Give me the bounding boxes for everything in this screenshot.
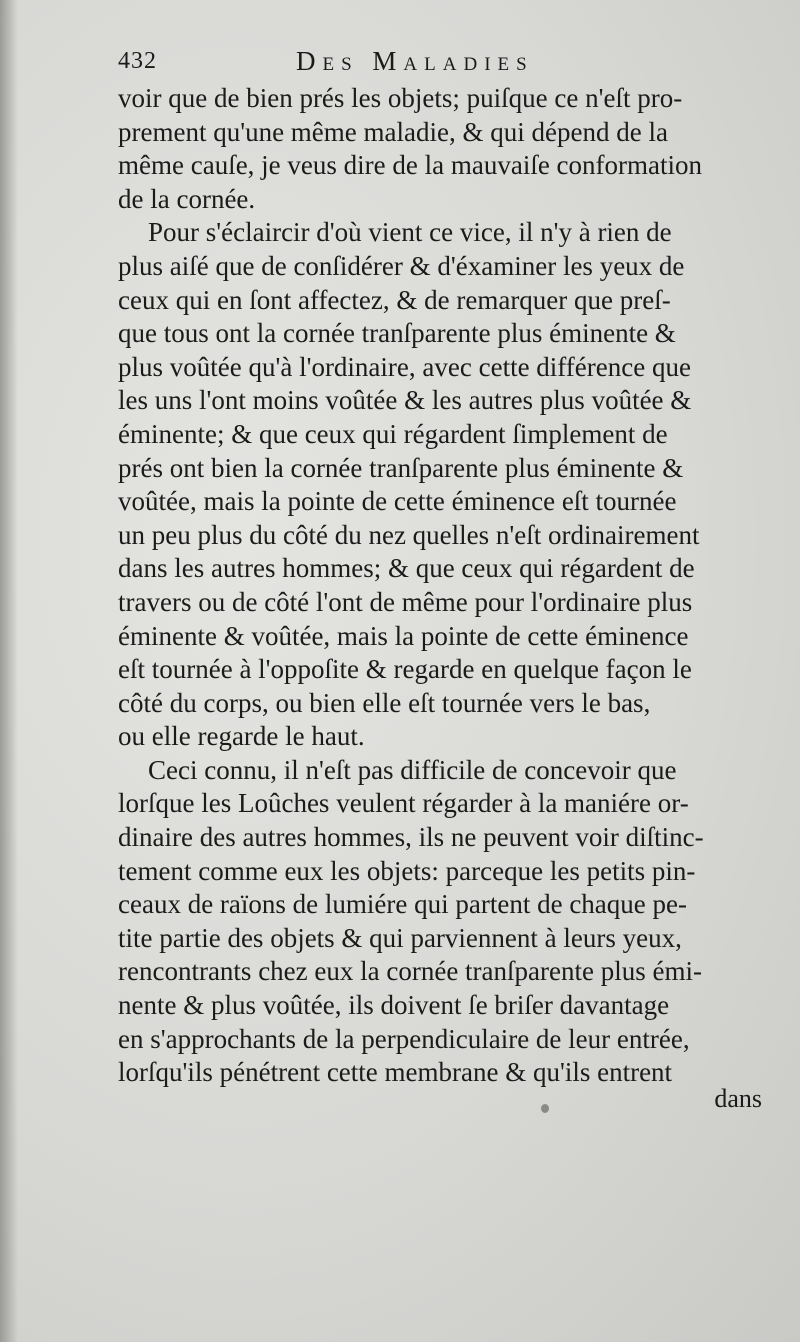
text-line: les uns l'ont moins voûtée & les autres plus voûtée & xyxy=(118,385,692,416)
text-line: voûtée, mais la pointe de cette éminence eſt tournée xyxy=(118,486,677,517)
text-line: éminente; & que ceux qui régardent ſimplement de xyxy=(118,418,668,449)
text-line: plus voûtée qu'à l'ordinaire, avec cette différence que xyxy=(118,351,691,382)
text-line: ceux qui en ſont affectez, & de remarquer que preſ- xyxy=(118,284,671,315)
text-line: rencontrants chez eux la cornée tranſparente plus émi- xyxy=(118,956,702,987)
paper-speck xyxy=(541,1104,549,1113)
text-line: un peu plus du côté du nez quelles n'eſt ordinairement xyxy=(118,519,700,550)
text-line: plus aiſé que de conſidérer & d'éxaminer les yeux de xyxy=(118,250,685,281)
body-text xyxy=(118,82,754,1090)
text-line: tement comme eux les objets: parceque les petits pin- xyxy=(118,855,696,886)
text-line: de la cornée. xyxy=(118,183,256,214)
text-line: en s'approchants de la perpendiculaire de leur entrée, xyxy=(118,1023,690,1054)
text-line: ou elle regarde le haut. xyxy=(118,721,365,752)
running-head: Des Maladies xyxy=(296,46,534,76)
text-line: tite partie des objets & qui parviennent à leurs yeux, xyxy=(118,922,682,953)
page-number: 432 xyxy=(118,48,157,74)
text-line: Ceci connu, il n'eſt pas difficile de concevoir que xyxy=(148,754,677,785)
text-line: prement qu'une même maladie, & qui dépend de la xyxy=(118,116,668,147)
text-line: côté du corps, ou bien elle eſt tournée vers le bas, xyxy=(118,687,651,718)
text-line: eſt tournée à l'oppoſite & regarde en quelque façon le xyxy=(118,654,692,685)
catchword: dans xyxy=(714,1084,762,1113)
text-line: lorſque les Loûches veulent régarder à la maniére or- xyxy=(118,788,689,819)
text-line: ceaux de raïons de lumiére qui partent de chaque pe- xyxy=(118,889,687,920)
text-line: même cauſe, je veus dire de la mauvaiſe conformation xyxy=(118,150,703,181)
page-gutter-shadow xyxy=(0,0,18,1342)
text-line: travers ou de côté l'ont de même pour l'ordinaire plus xyxy=(118,586,693,617)
text-line: prés ont bien la cornée tranſparente plus éminente & xyxy=(118,452,684,483)
page-header xyxy=(118,46,758,82)
text-line: dinaire des autres hommes, ils ne peuvent voir diſtinc- xyxy=(118,822,704,853)
text-line: éminente & voûtée, mais la pointe de cette éminence xyxy=(118,620,689,651)
text-line: nente & plus voûtée, ils doivent ſe briſer davantage xyxy=(118,990,670,1021)
text-line: Pour s'éclaircir d'où vient ce vice, il n'y à rien de xyxy=(148,217,672,248)
text-line: dans les autres hommes; & que ceux qui régardent de xyxy=(118,553,695,584)
text-line: lorſqu'ils pénétrent cette membrane & qu'ils entrent xyxy=(118,1057,673,1088)
text-line: voir que de bien prés les objets; puiſque ce n'eſt pro- xyxy=(118,83,683,113)
text-line: que tous ont la cornée tranſparente plus éminente & xyxy=(118,318,676,349)
